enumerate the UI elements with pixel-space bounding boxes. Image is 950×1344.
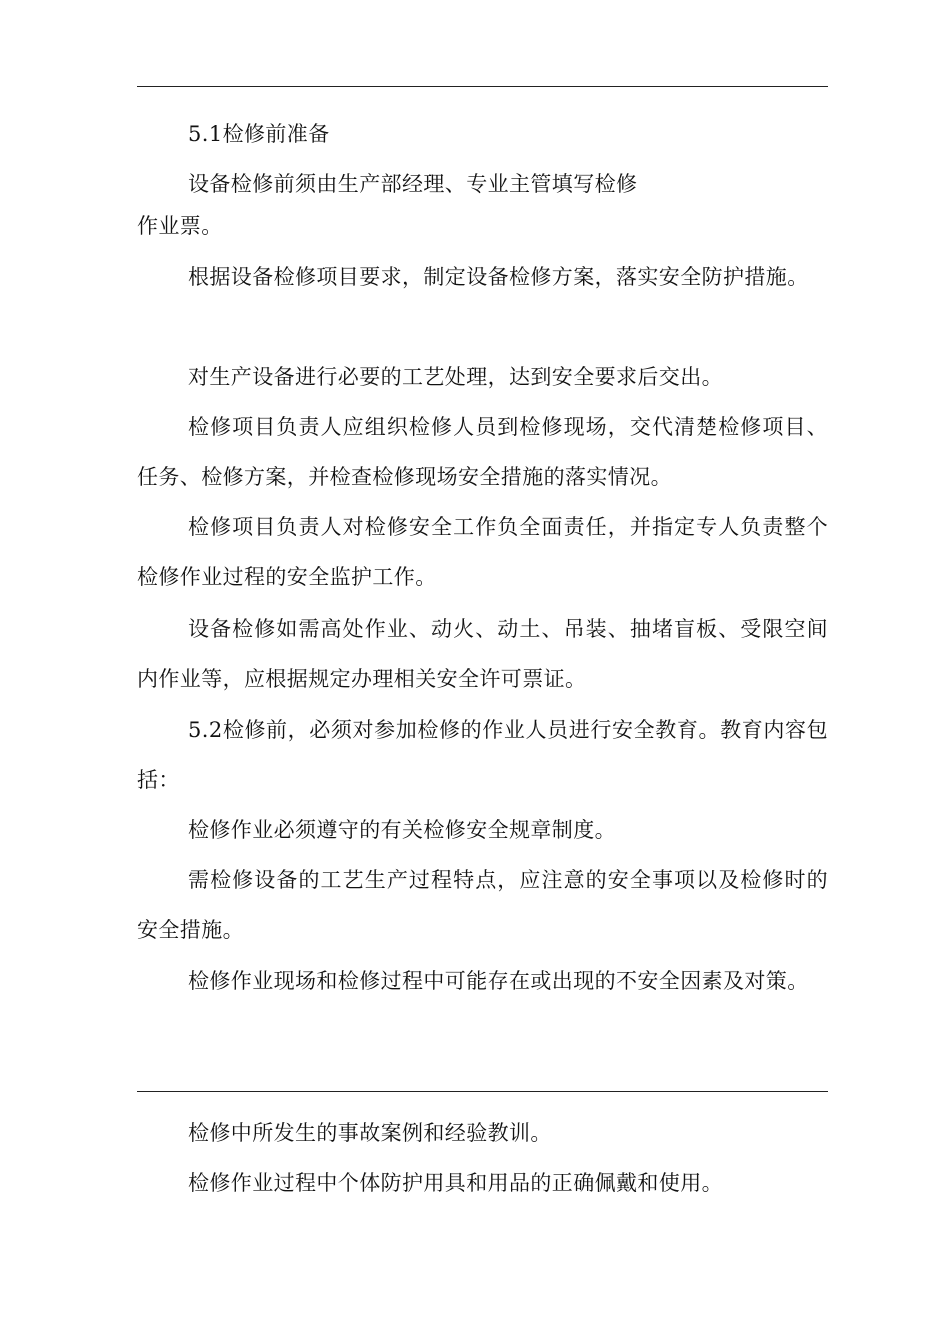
paragraph: 检修作业过程中个体防护用具和用品的正确佩戴和使用。	[188, 1171, 723, 1195]
paragraph: 检修中所发生的事故案例和经验教训。	[188, 1121, 552, 1145]
header-rule	[137, 86, 828, 87]
paragraph: 设备检修前须由生产部经理、专业主管填写检修	[188, 172, 638, 196]
paragraph: 检修项目负责人应组织检修人员到检修现场，交代清楚检修项目、任务、检修方案，并检查检修现场安全措施的落实情况。	[137, 415, 828, 489]
page-break-rule	[137, 1091, 828, 1092]
paragraph: 对生产设备进行必要的工艺处理，达到安全要求后交出。	[188, 365, 723, 389]
section-heading-5-2: 5.2检修前，必须对参加检修的作业人员进行安全教育。教育内容包括：	[137, 718, 828, 792]
paragraph: 检修作业现场和检修过程中可能存在或出现的不安全因素及对策。	[188, 969, 809, 993]
paragraph: 根据设备检修项目要求，制定设备检修方案，落实安全防护措施。	[188, 265, 809, 289]
paragraph-continuation: 作业票。	[137, 214, 223, 238]
paragraph: 需检修设备的工艺生产过程特点，应注意的安全事项以及检修时的安全措施。	[137, 868, 828, 942]
paragraph: 检修作业必须遵守的有关检修安全规章制度。	[188, 818, 616, 842]
section-heading-5-1: 5.1检修前准备	[188, 122, 330, 146]
paragraph: 设备检修如需高处作业、动火、动土、吊装、抽堵盲板、受限空间内作业等，应根据规定办理相关安全许可票证。	[137, 617, 828, 691]
paragraph: 检修项目负责人对检修安全工作负全面责任，并指定专人负责整个检修作业过程的安全监护工作。	[137, 515, 828, 589]
